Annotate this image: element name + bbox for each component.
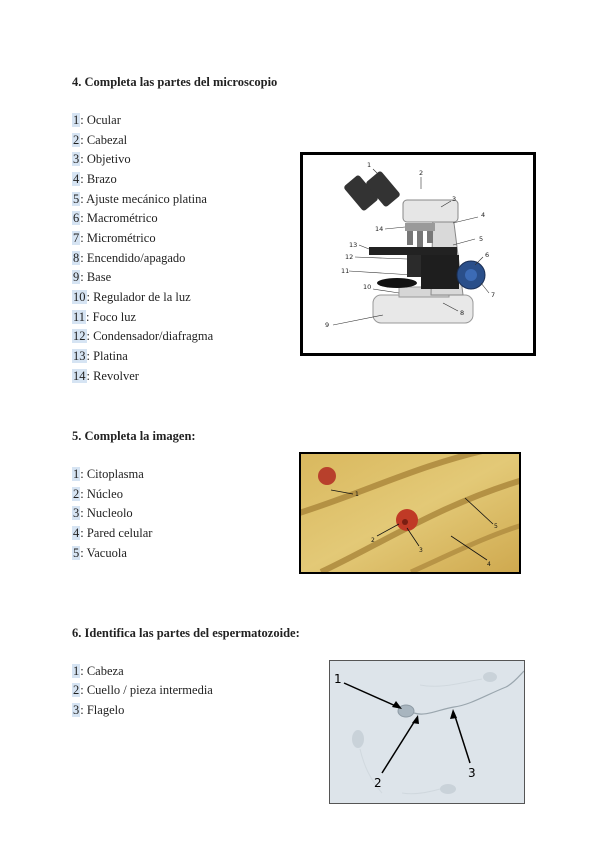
objective bbox=[407, 231, 413, 245]
microscope-head bbox=[403, 200, 458, 222]
list-item bbox=[72, 369, 139, 384]
figure-label: 9 bbox=[325, 321, 330, 329]
item-text: : Cuello / pieza intermedia bbox=[80, 683, 213, 697]
fine-focus-knob bbox=[465, 269, 477, 281]
item-text: : Pared celular bbox=[80, 526, 153, 540]
revolver bbox=[405, 223, 435, 231]
list-item bbox=[72, 703, 124, 718]
figure-label: 13 bbox=[349, 241, 358, 249]
list-item bbox=[72, 133, 127, 148]
figure-label: 10 bbox=[363, 283, 372, 291]
item-text: : Encendido/apagado bbox=[80, 251, 186, 265]
sperm-head bbox=[398, 705, 414, 717]
figure-label: 5 bbox=[494, 523, 498, 530]
section6-heading: 6. Identifica las partes del espermatozoide: bbox=[72, 626, 300, 640]
list-item bbox=[72, 664, 124, 679]
item-number: 3 bbox=[73, 703, 80, 717]
item-text: : Núcleo bbox=[80, 487, 123, 501]
item-number: 7 bbox=[73, 231, 80, 245]
item-text: : Vacuola bbox=[80, 546, 127, 560]
item-text: : Platina bbox=[86, 349, 128, 363]
item-text: : Foco luz bbox=[86, 310, 137, 324]
figure-label: 3 bbox=[419, 547, 423, 554]
stage bbox=[369, 247, 457, 255]
list-item bbox=[72, 467, 144, 482]
figure-label: 6 bbox=[485, 251, 490, 259]
list-item bbox=[72, 231, 156, 246]
item-number: 3 bbox=[73, 152, 80, 166]
background-sperm-head bbox=[352, 730, 364, 748]
item-number: 2 bbox=[73, 487, 80, 501]
list-item bbox=[72, 192, 207, 207]
item-number: 1 bbox=[73, 664, 80, 678]
list-item bbox=[72, 329, 213, 344]
item-text: : Cabeza bbox=[80, 664, 124, 678]
figure-label: 2 bbox=[419, 169, 424, 177]
item-text: : Base bbox=[80, 270, 112, 284]
list-item bbox=[72, 546, 127, 561]
list-item bbox=[72, 270, 111, 285]
item-number: 3 bbox=[73, 506, 80, 520]
nucleus bbox=[318, 467, 336, 485]
item-text: : Regulador de la luz bbox=[86, 290, 191, 304]
figure-label: 2 bbox=[374, 776, 382, 790]
light-ring bbox=[377, 278, 417, 288]
figure-label: 14 bbox=[375, 225, 384, 233]
figure-label: 5 bbox=[479, 235, 484, 243]
item-number: 6 bbox=[73, 211, 80, 225]
item-number: 13 bbox=[73, 349, 86, 363]
figure-label: 4 bbox=[487, 561, 491, 568]
figure-label: 3 bbox=[468, 766, 476, 780]
item-text: : Flagelo bbox=[80, 703, 125, 717]
item-number: 11 bbox=[73, 310, 86, 324]
item-text: : Ajuste mecánico platina bbox=[80, 192, 207, 206]
figure-label: 1 bbox=[355, 491, 359, 498]
nucleolus bbox=[402, 519, 408, 525]
item-number: 4 bbox=[73, 172, 80, 186]
item-number: 10 bbox=[73, 290, 86, 304]
item-text: : Cabezal bbox=[80, 133, 128, 147]
list-item bbox=[72, 349, 128, 364]
figure-label: 3 bbox=[452, 195, 457, 203]
list-item bbox=[72, 487, 123, 502]
item-number: 2 bbox=[73, 683, 80, 697]
plant-cell-image bbox=[299, 452, 521, 574]
item-number: 5 bbox=[73, 546, 80, 560]
background-sperm-head bbox=[483, 672, 497, 682]
plant-cell-illustration bbox=[301, 454, 519, 572]
section4-heading: 4. Completa las partes del microscopio bbox=[72, 75, 278, 89]
microscope-illustration bbox=[303, 155, 533, 353]
figure-label: 11 bbox=[341, 267, 350, 275]
sperm-image bbox=[329, 660, 525, 804]
list-item bbox=[72, 683, 213, 698]
list-item bbox=[72, 211, 158, 226]
item-number: 1 bbox=[73, 467, 80, 481]
list-item bbox=[72, 172, 117, 187]
list-item bbox=[72, 310, 136, 325]
list-item bbox=[72, 506, 133, 521]
item-text: : Ocular bbox=[80, 113, 121, 127]
item-text: : Citoplasma bbox=[80, 467, 144, 481]
item-text: : Brazo bbox=[80, 172, 117, 186]
list-item bbox=[72, 526, 152, 541]
figure-label: 1 bbox=[334, 672, 342, 686]
objective bbox=[417, 231, 423, 247]
list-item bbox=[72, 152, 131, 167]
list-item bbox=[72, 251, 185, 266]
figure-label: 2 bbox=[371, 537, 375, 544]
item-number: 12 bbox=[73, 329, 86, 343]
item-text: : Condensador/diafragma bbox=[86, 329, 214, 343]
item-text: : Micrométrico bbox=[80, 231, 156, 245]
item-number: 5 bbox=[73, 192, 80, 206]
figure-label: 8 bbox=[460, 309, 465, 317]
objective bbox=[427, 231, 433, 243]
list-item bbox=[72, 113, 121, 128]
item-number: 14 bbox=[73, 369, 86, 383]
item-number: 1 bbox=[73, 113, 80, 127]
item-text: : Objetivo bbox=[80, 152, 131, 166]
figure-label: 4 bbox=[481, 211, 486, 219]
microscope-base bbox=[373, 295, 473, 323]
microscope-image bbox=[300, 152, 536, 356]
sperm-illustration bbox=[330, 661, 524, 803]
item-number: 8 bbox=[73, 251, 80, 265]
stage-block bbox=[421, 255, 459, 289]
figure-label: 12 bbox=[345, 253, 354, 261]
section5-heading: 5. Completa la imagen: bbox=[72, 429, 196, 443]
item-number: 4 bbox=[73, 526, 80, 540]
item-number: 2 bbox=[73, 133, 80, 147]
figure-label: 1 bbox=[367, 161, 372, 169]
item-text: : Nucleolo bbox=[80, 506, 133, 520]
list-item bbox=[72, 290, 191, 305]
item-text: : Macrométrico bbox=[80, 211, 158, 225]
item-text: : Revolver bbox=[86, 369, 139, 383]
figure-label: 7 bbox=[491, 291, 496, 299]
background-sperm-head bbox=[440, 784, 456, 794]
item-number: 9 bbox=[73, 270, 80, 284]
